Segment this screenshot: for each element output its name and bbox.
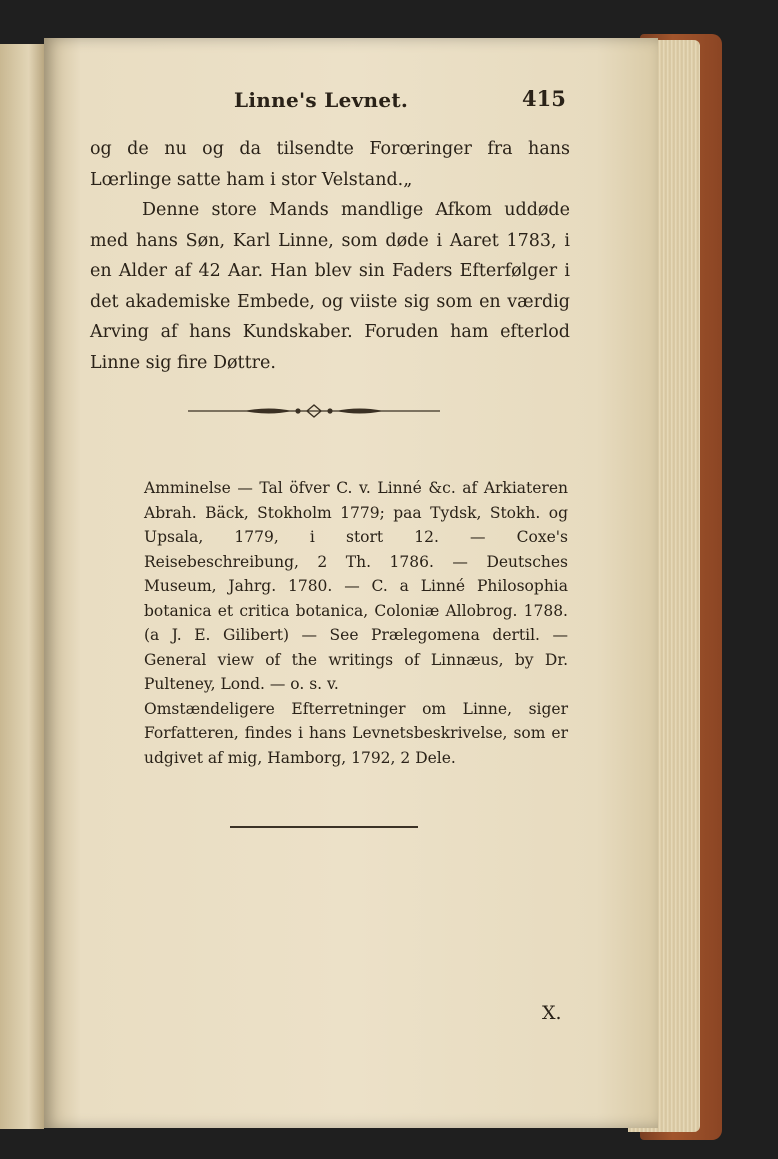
note-paragraph: Amminelse — Tal öfver C. v. Linné &c. af Arkiateren Abrah. Bäck, Stokholm 1779; paa Tydsk, Stokh. og Upsala, 1779, i stort 12. — Coxe's Reisebeschreibung, 2 Th. 1786. — Deutsches Museum, Jahrg. 1780. — C. a Linné Philosophia botanica et critica botanica, Coloniæ Allobrog. 1788. (a J. E. Gilibert) — See Prælegomena dertil. — General view of the writings of Linnæus, by Dr. Pulteney, Lond. — o. s. v. xyxy=(144,479,568,693)
running-head xyxy=(44,86,658,116)
main-text xyxy=(90,134,570,378)
paragraph: og de nu og da tilsendte Forœringer fra hans Lœrlinge satte ham i stor Velstand.„ xyxy=(90,139,570,190)
closing-rule xyxy=(230,826,418,828)
paragraph: Denne store Mands mandlige Afkom uddøde med hans Søn, Karl Linne, som døde i Aaret 1783, i en Alder af 42 Aar. Han blev sin Faders Efterfølger i det akademiske Embede, og viiste sig som en værdig Arving af hans Kundskaber. Foruden ham efterlod Linne sig fire Døttre. xyxy=(90,200,570,373)
note-paragraph: Omstændeligere Efterretninger om Linne, siger Forfatteren, findes i hans Levnetsbeskrivelse, som er udgivet af mig, Hamborg, 1792, 2 Dele. xyxy=(144,699,568,767)
page-number: 415 xyxy=(522,86,566,111)
running-title: Linne's Levnet. xyxy=(234,88,409,112)
notes-block xyxy=(144,476,568,770)
ornament-divider xyxy=(184,398,444,424)
signature-mark: X. xyxy=(542,1002,562,1024)
book-page xyxy=(44,38,658,1128)
left-page-edge xyxy=(0,44,44,1129)
